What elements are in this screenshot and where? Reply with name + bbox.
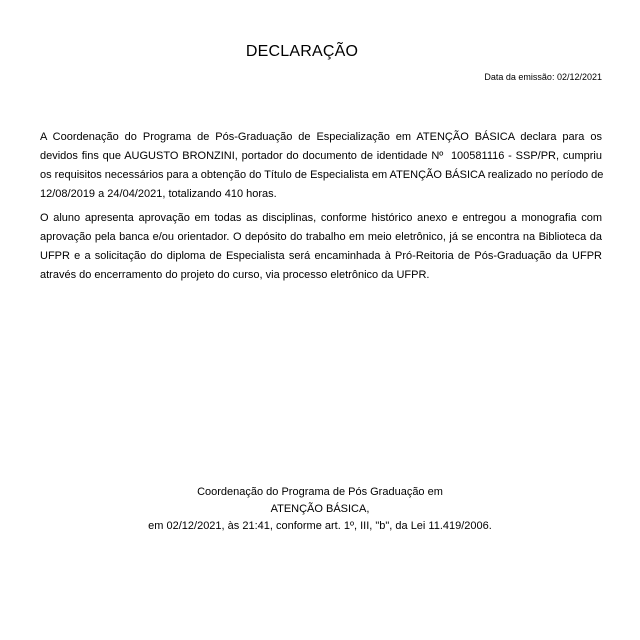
paragraph-2-line-1: O aluno apresenta aprovação em todas as disciplinas, conforme histórico anexo e entregou a monografia com <box>40 212 602 224</box>
emission-date: Data da emissão: 02/12/2021 <box>484 72 602 82</box>
signature-block <box>0 484 640 535</box>
paragraph-1-line-3: os requisitos necessários para a obtenção do Título de Especialista em ATENÇÃO BÁSICA realizado no período de <box>40 169 604 181</box>
paragraph-2 <box>40 209 602 285</box>
paragraph-1-line-1: A Coordenação do Programa de Pós-Graduação de Especialização em ATENÇÃO BÁSICA declara para os <box>40 131 602 143</box>
paragraph-1-line-2: devidos fins que AUGUSTO BRONZINI, portador do documento de identidade Nº 100581116 - SSP/PR, cumpriu <box>40 150 602 162</box>
document-title: DECLARAÇÃO <box>245 43 359 60</box>
paragraph-1 <box>40 128 602 204</box>
signature-line-1: Coordenação do Programa de Pós Graduação em <box>197 486 443 498</box>
signature-line-2: ATENÇÃO BÁSICA, <box>270 503 370 515</box>
document-body <box>40 128 602 285</box>
paragraph-2-line-4: através do encerramento do projeto do curso, via processo eletrônico da UFPR. <box>40 269 430 281</box>
paragraph-2-line-3: UFPR e a solicitação do diploma de Especialista será encaminhada à Pró-Reitoria de Pós-Graduação da UFPR <box>40 250 602 262</box>
paragraph-1-line-4: 12/08/2019 a 24/04/2021, totalizando 410 horas. <box>40 188 277 200</box>
paragraph-2-line-2: aprovação pela banca e/ou orientador. O depósito do trabalho em meio eletrônico, já se encontra na Biblioteca da <box>40 231 602 243</box>
signature-line-3: em 02/12/2021, às 21:41, conforme art. 1º, III, "b", da Lei 11.419/2006. <box>148 520 492 532</box>
